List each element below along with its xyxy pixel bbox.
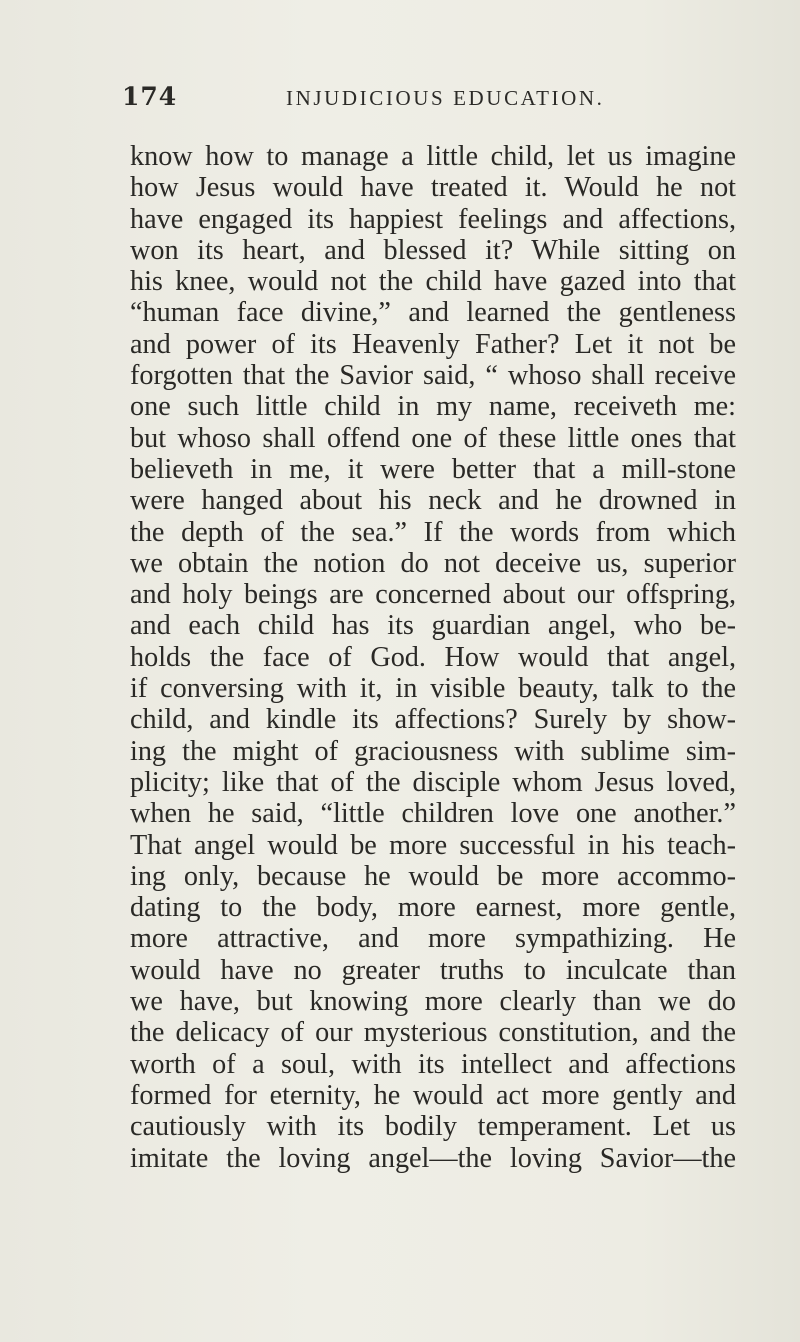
text-line: plicity; like that of the disciple whom Jesus loved, (130, 766, 736, 798)
page-header (122, 82, 742, 122)
text-line: would have no greater truths to inculcate than (130, 954, 736, 986)
text-line: ing the might of graciousness with sublime sim- (130, 735, 736, 767)
text-line: but whoso shall offend one of these little ones that (130, 422, 736, 454)
page-number: 174 (122, 82, 178, 111)
text-line: holds the face of God. How would that angel, (130, 641, 736, 673)
text-line: more attractive, and more sympathizing. He (130, 923, 736, 955)
text-line: if conversing with it, in visible beauty, talk to the (130, 673, 736, 705)
text-line: the depth of the sea.” If the words from which (130, 516, 736, 548)
text-line: forgotten that the Savior said, “ whoso shall receive (130, 360, 736, 392)
text-line: formed for eternity, he would act more gently and (130, 1079, 736, 1111)
text-line: and holy beings are concerned about our offspring, (130, 579, 736, 611)
text-line: when he said, “little children love one another.” (130, 798, 736, 830)
text-line: That angel would be more successful in his teach- (130, 829, 736, 861)
text-line: we obtain the notion do not deceive us, superior (130, 547, 736, 579)
text-line: imitate the loving angel—the loving Savior—the (130, 1142, 736, 1174)
text-line: one such little child in my name, receiveth me: (130, 391, 736, 423)
text-line: were hanged about his neck and he drowned in (130, 485, 736, 517)
text-line: child, and kindle its affections? Surely by show- (130, 704, 736, 736)
text-line: “human face divine,” and learned the gentleness (130, 297, 736, 329)
text-line: and power of its Heavenly Father? Let it not be (130, 328, 736, 360)
text-line: worth of a soul, with its intellect and affections (130, 1048, 736, 1080)
text-line: we have, but knowing more clearly than we do (130, 986, 736, 1018)
text-line: and each child has its guardian angel, who be- (130, 610, 736, 642)
body-paragraph (130, 141, 736, 1174)
text-line: won its heart, and blessed it? While sitting on (130, 234, 736, 266)
text-line: believeth in me, it were better that a mill-stone (130, 453, 736, 485)
text-line: ing only, because he would be more accommo- (130, 860, 736, 892)
text-line: the delicacy of our mysterious constitution, and the (130, 1017, 736, 1049)
text-line: dating to the body, more earnest, more gentle, (130, 892, 736, 924)
text-line: have engaged its happiest feelings and affections, (130, 203, 736, 235)
text-line: how Jesus would have treated it. Would he not (130, 172, 736, 204)
running-title: INJUDICIOUS EDUCATION. (286, 86, 605, 110)
text-line: cautiously with its bodily temperament. Let us (130, 1111, 736, 1143)
text-line: his knee, would not the child have gazed into that (130, 266, 736, 298)
text-line: know how to manage a little child, let us imagine (130, 141, 736, 172)
